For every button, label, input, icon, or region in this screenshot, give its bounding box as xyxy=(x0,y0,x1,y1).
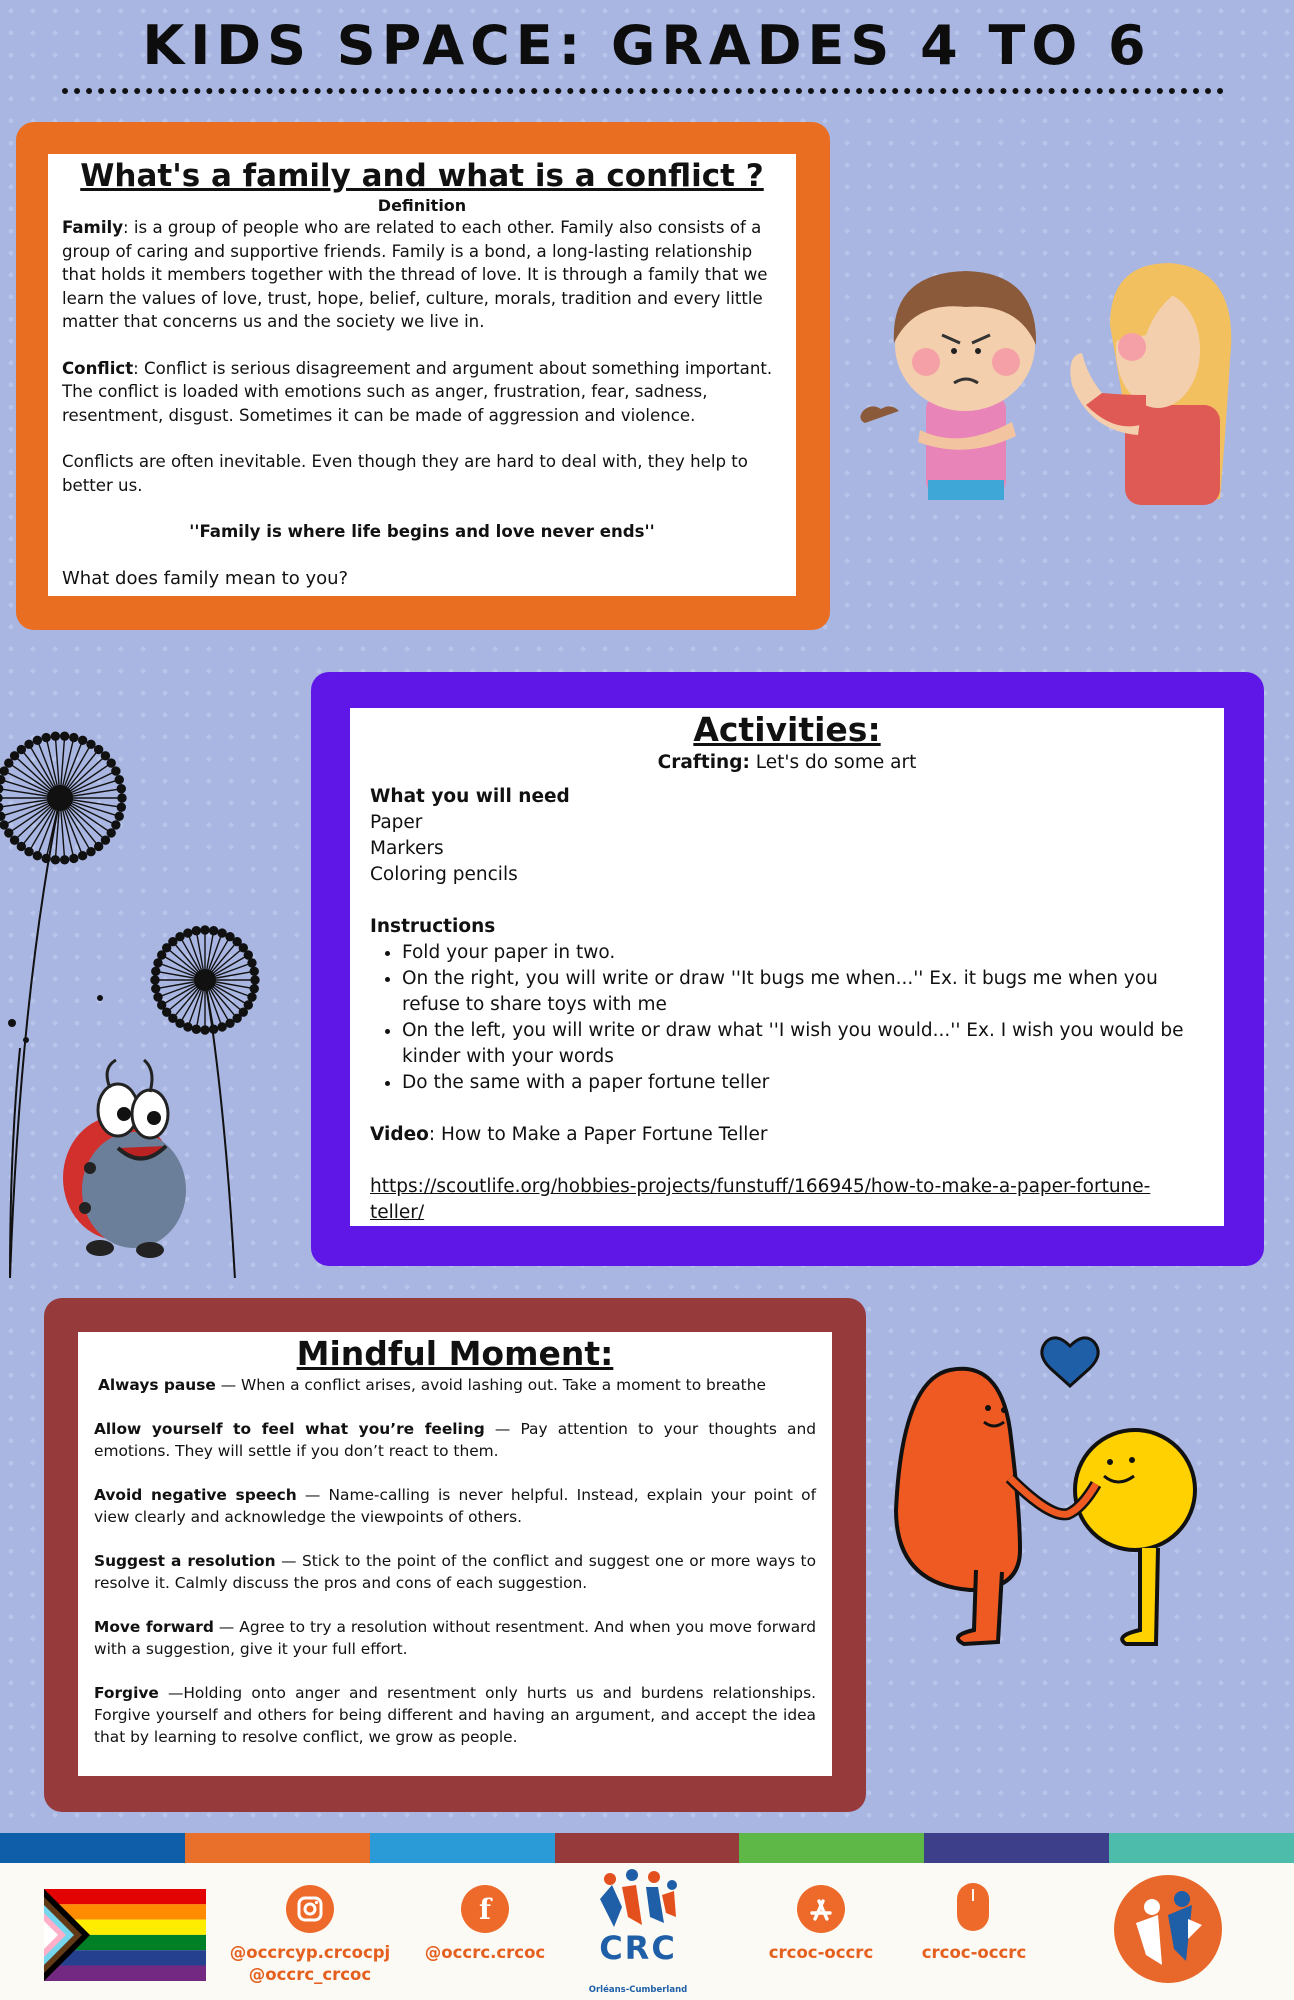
dandelion-seed-tip xyxy=(118,794,126,802)
dandelion-seed-tip xyxy=(33,852,41,860)
instagram-handle-1[interactable]: @occrcyp.crcocpj xyxy=(229,1943,391,1962)
mindful-title: Mindful Moment: xyxy=(296,1334,614,1373)
dandelion-ladybug-illustration xyxy=(0,668,300,1278)
arguing-girls-illustration xyxy=(850,255,1260,510)
instruction-item: • On the right, you will write or draw ''It bugs me when...'' Ex. it bugs me when you refuse to share toys with me xyxy=(402,966,1204,1018)
instruction-item: • On the left, you will write or draw what ''I wish you would...'' Ex. I wish you would be kinder with your words xyxy=(402,1018,1204,1070)
family-quote: ''Family is where life begins and love never ends'' xyxy=(189,522,655,541)
dandelion-seed-tip xyxy=(0,803,3,811)
crafting-text: Let's do some art xyxy=(749,752,917,773)
mindful-tip: Avoid negative speech — Name-calling is never helpful. Instead, explain your point of view clearly and acknowledge the viewpoints of others. xyxy=(94,1486,816,1526)
crc-logo-subtext: Orléans-Cumberland xyxy=(588,1985,688,1995)
title-divider xyxy=(62,88,1224,94)
dandelion-seed-tip xyxy=(70,854,78,862)
dandelion-seed-tip xyxy=(11,752,19,760)
dandelion-seed-tip xyxy=(201,1026,209,1034)
dandelion-seed-tip xyxy=(210,1025,218,1033)
conflict-text: : Conflict is serious disagreement and argument about something important. The conflict is loaded with emotions such as anger, frustration, fear, sadness, resentment, disgust. Sometimes it can be made of aggression and violence. xyxy=(62,358,773,425)
dandelion-seed-tip xyxy=(101,752,109,760)
dandelion-seed-tip xyxy=(25,740,33,748)
app-store-icon[interactable] xyxy=(797,1885,845,1933)
dandelion-seed-tip xyxy=(151,976,159,984)
braid xyxy=(860,406,899,423)
dandelion-seed-tip xyxy=(0,776,5,784)
dandelion-seed-tip xyxy=(112,767,120,775)
holding-hands-illustration xyxy=(880,1310,1250,1650)
dandelion-seed-tip xyxy=(0,794,2,802)
dandelion-seed-tip xyxy=(115,812,123,820)
crc-logo-icon xyxy=(592,1869,684,1931)
family-definition xyxy=(62,216,782,334)
dandelion-seed-tip xyxy=(117,785,125,793)
stripe xyxy=(555,1833,740,1863)
dandelion-seed-tip xyxy=(42,734,50,742)
fortune-teller-link[interactable]: https://scoutlife.org/hobbies-projects/funstuff/166945/how-to-make-a-paper-fortune-teller/ xyxy=(370,1176,1151,1223)
dandelion-seed-tip xyxy=(158,951,166,959)
need-item: Paper xyxy=(370,812,423,833)
family-text: : is a group of people who are related to each other. Family also consists of a group of caring and supportive friends. Family is a bond, a long-lasting relationship that holds it members together with the thread of love. It is through a family that we learn the values of love, trust, hope, belief, culture, morals, tradition and every little matter that concerns us and the society we live in. xyxy=(62,218,768,331)
dandelion-seed-tip xyxy=(25,848,33,856)
dandelion-seed-tip xyxy=(112,821,120,829)
video-label: Video xyxy=(370,1124,429,1145)
dandelion-seed-tip xyxy=(5,829,13,837)
dandelion-seed-tip xyxy=(192,927,200,935)
dandelion-seed-tip xyxy=(251,976,259,984)
dandelion-seed-tip xyxy=(226,933,234,941)
conflict-definition xyxy=(62,357,782,428)
mindful-tip: Move forward — Agree to try a resolution without resentment. And when you move forward with a suggestion, give it your full effort. xyxy=(94,1618,816,1658)
instructions-heading: Instructions xyxy=(370,916,496,937)
dandelion-seed-tip xyxy=(95,842,103,850)
video-title: : How to Make a Paper Fortune Teller xyxy=(428,1124,768,1145)
dandelion-seed-tip xyxy=(233,1014,241,1022)
dandelion-seed-tip xyxy=(239,1008,247,1016)
family-label: Family xyxy=(62,218,124,237)
dandelion-seed-tip xyxy=(70,734,78,742)
dandelion-seed-tip xyxy=(0,785,3,793)
mindful-tip: Always pause — When a conflict arises, avoid lashing out. Take a moment to breathe xyxy=(98,1376,766,1394)
activities-section-card xyxy=(350,708,1224,1226)
instruction-item: • Fold your paper in two. xyxy=(402,940,1204,966)
dandelion-seed-tip xyxy=(248,993,256,1001)
dandelion-seed-tip xyxy=(152,985,160,993)
mouse-icon[interactable] xyxy=(957,1883,989,1931)
dandelion-seed-tip xyxy=(61,856,69,864)
video-line xyxy=(370,1122,1204,1148)
dandelion-seed-tip xyxy=(184,1023,192,1031)
dandelion-seed-tip xyxy=(0,767,8,775)
dandelion-seed-tip xyxy=(154,993,162,1001)
dandelion-seed-tip xyxy=(0,821,8,829)
instruction-item: • Do the same with a paper fortune teller xyxy=(402,1070,1204,1096)
dandelion-seed-tip xyxy=(117,803,125,811)
dandelion-seed-tip xyxy=(51,732,59,740)
crafting-label: Crafting: xyxy=(657,752,750,773)
conflict-note: Conflicts are often inevitable. Even though they are hard to deal with, they help to better us. xyxy=(62,452,748,495)
family-question: What does family mean to you? xyxy=(62,567,349,589)
conflict-label: Conflict xyxy=(62,358,134,378)
footer xyxy=(0,1863,1294,2000)
dandelion-seed-tip xyxy=(250,985,258,993)
dandelion-seed-tip xyxy=(87,740,95,748)
dandelion-seed-tip xyxy=(169,938,177,946)
youth-logo-icon xyxy=(1112,1873,1224,1985)
definition-label: Definition xyxy=(377,196,467,215)
dandelion-seed-tip xyxy=(95,746,103,754)
dandelion-seed-tip xyxy=(244,951,252,959)
dandelion-seed-tip xyxy=(176,1019,184,1027)
dandelion-seed-tip xyxy=(115,776,123,784)
dandelion-seed-tip xyxy=(176,933,184,941)
mouse-handle[interactable]: crcoc-occrc xyxy=(921,1943,1027,1962)
stripe xyxy=(0,1833,185,1863)
facebook-icon[interactable]: f xyxy=(461,1885,509,1933)
dandelion-seed-tip xyxy=(154,959,162,967)
crc-logo-text: CRC xyxy=(599,1929,677,1967)
dandelion-seed-tip xyxy=(218,1023,226,1031)
dandelion-seed-tip xyxy=(42,854,50,862)
facebook-handle[interactable]: @occrc.crcoc xyxy=(424,1943,546,1962)
dandelion-seed-tip xyxy=(169,1014,177,1022)
app-store-handle[interactable]: crcoc-occrc xyxy=(768,1943,874,1962)
family-section-card xyxy=(48,154,796,596)
mindful-tip: Suggest a resolution — Stick to the point of the conflict and suggest one or more ways to resolve it. Calmly discuss the pros and cons of each suggestion. xyxy=(94,1552,817,1592)
color-stripe-bar xyxy=(0,1833,1294,1863)
need-item: Markers xyxy=(370,838,444,859)
pride-flag-icon xyxy=(44,1889,206,1981)
mindful-tip: Allow yourself to feel what you’re feeling — Pay attention to your thoughts and emotions. They will settle if you don’t react to them. xyxy=(94,1420,816,1460)
page-title: KIDS SPACE: GRADES 4 TO 6 xyxy=(142,14,1152,77)
stripe xyxy=(739,1833,924,1863)
dandelion-seed-tip xyxy=(79,852,87,860)
instagram-handle-2[interactable]: @occrc_crcoc xyxy=(248,1965,372,1984)
dandelion-seed-tip xyxy=(233,938,241,946)
dandelion-seed-tip xyxy=(201,926,209,934)
dandelion-seed-tip xyxy=(51,856,59,864)
stripe xyxy=(924,1833,1109,1863)
dandelion-seed-tip xyxy=(218,929,226,937)
stripe xyxy=(1109,1833,1294,1863)
dandelion-seed-tip xyxy=(107,759,115,767)
dandelion-seed-tip xyxy=(244,1001,252,1009)
dandelion-seed-tip xyxy=(250,967,258,975)
dandelion-seed-tip xyxy=(239,944,247,952)
dandelion-seed-tip xyxy=(17,842,25,850)
dandelion-seed-tip xyxy=(158,1001,166,1009)
dandelion-seed-tip xyxy=(5,759,13,767)
dandelion-seed-tip xyxy=(61,732,69,740)
dandelion-seed-tip xyxy=(33,736,41,744)
need-heading: What you will need xyxy=(370,786,570,807)
stripe xyxy=(370,1833,555,1863)
stripe xyxy=(185,1833,370,1863)
mindful-section-card xyxy=(78,1332,832,1776)
family-section-title: What's a family and what is a conflict ? xyxy=(80,158,764,194)
instructions-list xyxy=(370,940,1204,1096)
dandelion-seed-tip xyxy=(184,929,192,937)
dandelion-seed-tip xyxy=(152,967,160,975)
activities-title: Activities: xyxy=(693,710,881,749)
dandelion-seed-tip xyxy=(107,829,115,837)
dandelion-seed-tip xyxy=(210,927,218,935)
crafting-line xyxy=(370,750,1204,776)
need-item: Coloring pencils xyxy=(370,864,518,885)
dandelion-seed-tip xyxy=(87,848,95,856)
mindful-tip: Forgive —Holding onto anger and resentment only hurts us and burdens relationships. Forgive yourself and others for being different and having an argument, and accept the idea that by learning to resolve conflict, we grow as people. xyxy=(94,1684,816,1746)
dandelion-seed-tip xyxy=(101,836,109,844)
dandelion-seed-tip xyxy=(163,944,171,952)
dandelion-seed-tip xyxy=(17,746,25,754)
instagram-icon[interactable] xyxy=(286,1885,334,1933)
dandelion-seed-tip xyxy=(163,1008,171,1016)
dandelion-seed-tip xyxy=(79,736,87,744)
dandelion-seed-tip xyxy=(248,959,256,967)
dandelion-seed-tip xyxy=(11,836,19,844)
dandelion-seed-tip xyxy=(0,812,5,820)
dandelion-seed-tip xyxy=(192,1025,200,1033)
dandelion-seed-tip xyxy=(226,1019,234,1027)
